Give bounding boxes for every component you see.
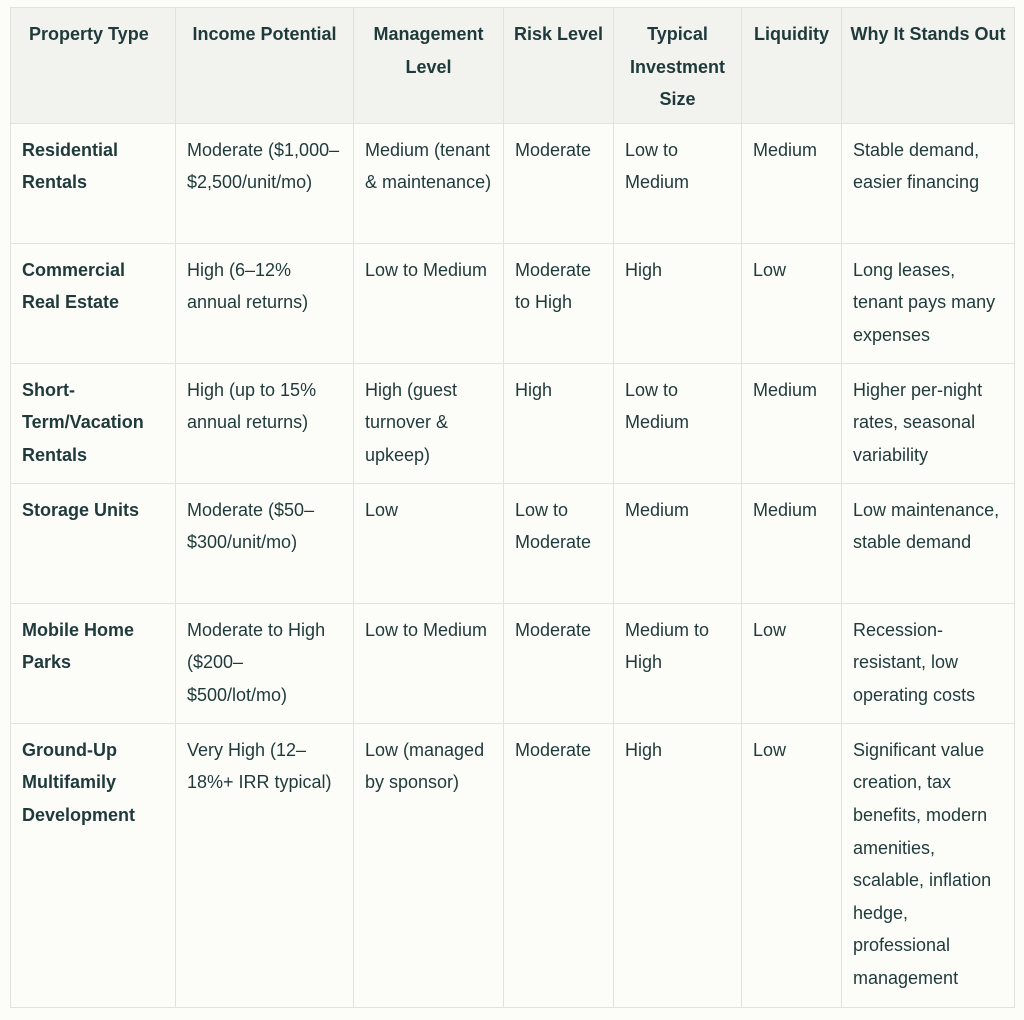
header-why-it-stands-out: Why It Stands Out	[842, 8, 1015, 124]
cell-why-it-stands-out: Low maintenance, stable demand	[842, 483, 1015, 603]
cell-investment-size: Low to Medium	[614, 123, 742, 243]
cell-property-type: Residential Rentals	[11, 123, 176, 243]
cell-income-potential: Very High (12–18%+ IRR typical)	[176, 723, 354, 1007]
cell-risk-level: Low to Moderate	[504, 483, 614, 603]
cell-property-type: Mobile Home Parks	[11, 603, 176, 723]
cell-management-level: Medium (tenant & maintenance)	[354, 123, 504, 243]
cell-investment-size: Medium to High	[614, 603, 742, 723]
cell-why-it-stands-out: Significant value creation, tax benefits, modern amenities, scalable, inflation hedge, professional management	[842, 723, 1015, 1007]
cell-income-potential: High (up to 15% annual returns)	[176, 363, 354, 483]
header-investment-size: Typical Investment Size	[614, 8, 742, 124]
header-income-potential: Income Potential	[176, 8, 354, 124]
cell-liquidity: Medium	[742, 363, 842, 483]
table-row	[11, 483, 1015, 603]
cell-why-it-stands-out: Stable demand, easier financing	[842, 123, 1015, 243]
cell-property-type: Ground-Up Multifamily Development	[11, 723, 176, 1007]
cell-why-it-stands-out: Recession-resistant, low operating costs	[842, 603, 1015, 723]
cell-investment-size: Low to Medium	[614, 363, 742, 483]
cell-property-type: Commercial Real Estate	[11, 243, 176, 363]
header-risk-level: Risk Level	[504, 8, 614, 124]
cell-risk-level: High	[504, 363, 614, 483]
table-header-row	[11, 8, 1015, 124]
table-row	[11, 363, 1015, 483]
cell-investment-size: Medium	[614, 483, 742, 603]
table-row	[11, 123, 1015, 243]
cell-income-potential: Moderate ($1,000–$2,500/unit/mo)	[176, 123, 354, 243]
cell-income-potential: Moderate to High ($200–$500/lot/mo)	[176, 603, 354, 723]
cell-liquidity: Low	[742, 603, 842, 723]
cell-liquidity: Low	[742, 243, 842, 363]
cell-income-potential: Moderate ($50–$300/unit/mo)	[176, 483, 354, 603]
cell-liquidity: Medium	[742, 123, 842, 243]
cell-income-potential: High (6–12% annual returns)	[176, 243, 354, 363]
cell-management-level: Low to Medium	[354, 243, 504, 363]
comparison-table-container	[10, 7, 1014, 1008]
cell-property-type: Short-Term/Vacation Rentals	[11, 363, 176, 483]
cell-investment-size: High	[614, 723, 742, 1007]
cell-liquidity: Low	[742, 723, 842, 1007]
cell-risk-level: Moderate to High	[504, 243, 614, 363]
cell-risk-level: Moderate	[504, 723, 614, 1007]
cell-risk-level: Moderate	[504, 603, 614, 723]
cell-management-level: Low	[354, 483, 504, 603]
header-liquidity: Liquidity	[742, 8, 842, 124]
table-row	[11, 243, 1015, 363]
cell-risk-level: Moderate	[504, 123, 614, 243]
cell-why-it-stands-out: Higher per-night rates, seasonal variability	[842, 363, 1015, 483]
cell-investment-size: High	[614, 243, 742, 363]
cell-liquidity: Medium	[742, 483, 842, 603]
cell-property-type: Storage Units	[11, 483, 176, 603]
header-management-level: Management Level	[354, 8, 504, 124]
cell-management-level: Low to Medium	[354, 603, 504, 723]
property-comparison-table	[10, 7, 1015, 1008]
cell-management-level: High (guest turnover & upkeep)	[354, 363, 504, 483]
table-row	[11, 723, 1015, 1007]
table-row	[11, 603, 1015, 723]
header-property-type: Property Type	[11, 8, 176, 124]
cell-management-level: Low (managed by sponsor)	[354, 723, 504, 1007]
cell-why-it-stands-out: Long leases, tenant pays many expenses	[842, 243, 1015, 363]
